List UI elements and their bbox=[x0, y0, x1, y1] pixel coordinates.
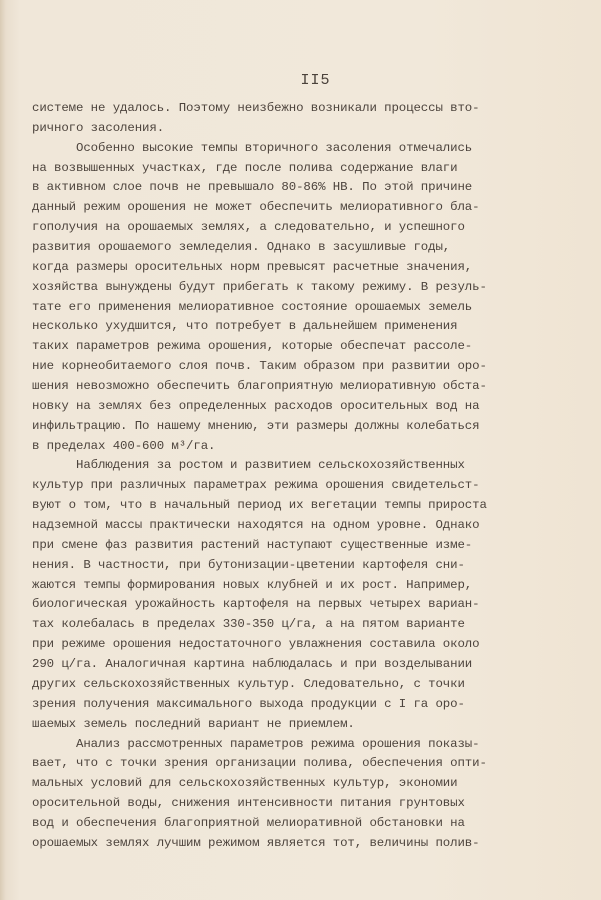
text-line: таких параметров режима орошения, которые обеспечат рассоле- bbox=[32, 339, 473, 354]
text-line: зрения получения максимального выхода продукции с I га оро- bbox=[32, 696, 465, 711]
text-line: вод и обеспечения благоприятной мелиоративной обстановки на bbox=[32, 815, 465, 830]
text-line: гополучия на орошаемых землях, а следовательно, и успешного bbox=[32, 220, 465, 235]
text-line: на возвышенных участках, где после полива содержание влаги bbox=[32, 160, 458, 175]
text-line: биологическая урожайность картофеля на первых четырех вариан- bbox=[32, 597, 480, 612]
text-line: оросительной воды, снижения интенсивности питания грунтовых bbox=[32, 796, 465, 811]
text-line: Анализ рассмотренных параметров режима орошения показы- bbox=[32, 736, 480, 751]
text-line: тате его применения мелиоративное состояние орошаемых земель bbox=[32, 299, 473, 314]
text-line: жаются темпы формирования новых клубней и их рост. Например, bbox=[32, 577, 473, 592]
text-line: хозяйства вынуждены будут прибегать к такому режиму. В резуль- bbox=[32, 279, 487, 294]
text-line: 290 ц/га. Аналогичная картина наблюдалась и при возделывании bbox=[32, 657, 473, 672]
text-line: вуют о том, что в начальный период их вегетации темпы прироста bbox=[32, 498, 487, 513]
text-line: надземной массы практически находятся на одном уровне. Однако bbox=[32, 518, 480, 533]
document-body bbox=[32, 99, 502, 854]
text-line: других сельскохозяйственных культур. Следовательно, с точки bbox=[32, 676, 465, 691]
text-line: инфильтрацию. По нашему мнению, эти размеры должны колебаться bbox=[32, 418, 480, 433]
text-line: шаемых земель последний вариант не приемлем. bbox=[32, 716, 355, 731]
text-line: культур при различных параметрах режима орошения свидетельст- bbox=[32, 478, 480, 493]
text-line: Наблюдения за ростом и развитием сельскохозяйственных bbox=[32, 458, 465, 473]
text-line: мальных условий для сельскохозяйственных культур, экономии bbox=[32, 776, 458, 791]
text-line: орошаемых землях лучшим режимом является тот, величины полив- bbox=[32, 835, 480, 850]
text-line: в пределах 400-600 м³/га. bbox=[32, 438, 216, 453]
text-line: вает, что с точки зрения организации полива, обеспечения опти- bbox=[32, 756, 487, 771]
text-line: нения. В частности, при бутонизации-цветении картофеля сни- bbox=[32, 557, 465, 572]
text-line: системе не удалось. Поэтому неизбежно возникали процессы вто- bbox=[32, 101, 480, 115]
text-line: тах колебалась в пределах 330-350 ц/га, а на пятом варианте bbox=[32, 617, 465, 632]
text-line: новку на землях без определенных расходов оросительных вод на bbox=[32, 398, 480, 413]
text-line: при режиме орошения недостаточного увлажнения составила около bbox=[32, 637, 480, 652]
text-line: в активном слое почв не превышало 80-86% НВ. По этой причине bbox=[32, 180, 473, 195]
text-line: ричного засоления. bbox=[32, 120, 165, 135]
text-line: шения невозможно обеспечить благоприятную мелиоративную обста- bbox=[32, 379, 487, 394]
text-line: несколько ухудшится, что потребует в дальнейшем применения bbox=[32, 319, 458, 334]
text-line: развития орошаемого земледелия. Однако в засушливые годы, bbox=[32, 240, 451, 255]
text-line: при смене фаз развития растений наступают существенные изме- bbox=[32, 537, 473, 552]
text-line: Особенно высокие темпы вторичного засоления отмечались bbox=[32, 140, 473, 155]
text-line: когда размеры оросительных норм превысят расчетные значения, bbox=[32, 259, 473, 274]
page-number: II5 bbox=[300, 72, 331, 89]
text-line: данный режим орошения не может обеспечить мелиоративного бла- bbox=[32, 200, 480, 215]
text-line: ние корнеобитаемого слоя почв. Таким образом при развитии оро- bbox=[32, 359, 487, 374]
